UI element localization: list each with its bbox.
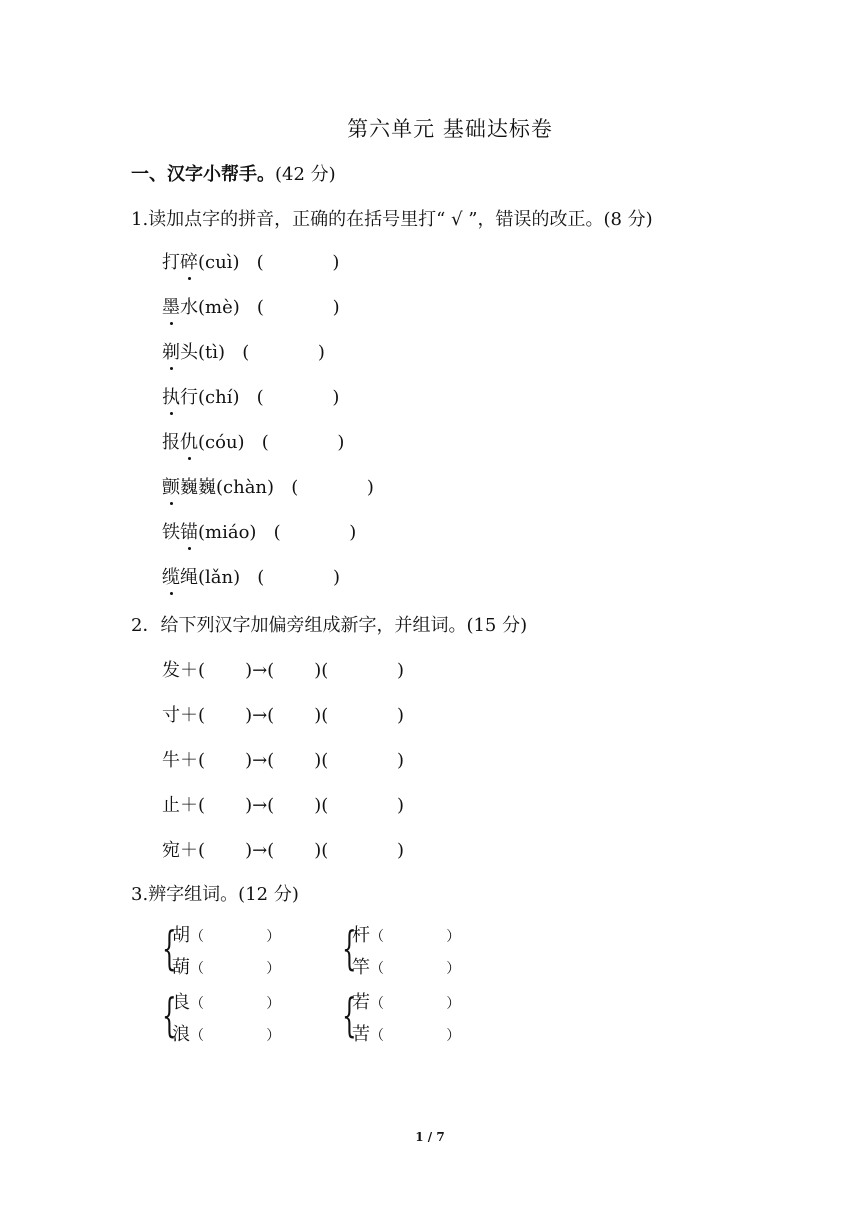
pinyin: (mè) [198, 297, 240, 318]
pair-char: 浪 [172, 1024, 190, 1045]
word-char: 打 [162, 252, 180, 273]
word [162, 567, 198, 588]
answer-blank[interactable]: ( ) [244, 432, 345, 453]
page-number: 1 / 7 [415, 1130, 445, 1144]
word-char: 铁 [162, 522, 180, 543]
answer-blank[interactable]: ( ) [239, 297, 340, 318]
word [162, 297, 198, 318]
question-1-prompt: 1.读加点字的拼音，正确的在括号里打“ √ ”，错误的改正。(8 分) [131, 209, 653, 230]
pinyin: (tì) [198, 342, 226, 363]
word-char: 头 [180, 342, 198, 363]
pair-char: 竿 [352, 957, 370, 978]
word [162, 477, 216, 498]
pair-char: 胡 [172, 925, 190, 946]
base-char: 宛 [162, 840, 180, 861]
pinyin-item [162, 338, 325, 364]
word-blank[interactable]: （ ） [370, 929, 461, 945]
word [162, 252, 198, 273]
word [162, 387, 198, 408]
section-label: 一、汉字小帮手。 [131, 164, 275, 185]
pinyin: (chí) [198, 387, 240, 408]
brace-icon: { [342, 921, 357, 975]
radical-item [162, 836, 404, 862]
dotted-char: 碎 [180, 248, 198, 274]
word-char: 绳 [180, 567, 198, 588]
answer-blank[interactable]: ( ) [240, 567, 341, 588]
pinyin: (cuì) [198, 252, 240, 273]
word [162, 522, 198, 543]
base-char: 寸 [162, 705, 180, 726]
base-char: 发 [162, 660, 180, 681]
answer-blank[interactable]: ( ) [274, 477, 374, 498]
pair-line [352, 953, 460, 979]
pair-line [172, 921, 280, 947]
pinyin: (miáo) [198, 522, 257, 543]
word [162, 432, 198, 453]
radical-blank[interactable]: ＋( )→( )( ) [180, 795, 404, 816]
word-char: 水 [180, 297, 198, 318]
word-blank[interactable]: （ ） [190, 961, 281, 977]
dotted-char: 锚 [180, 518, 198, 544]
radical-blank[interactable]: ＋( )→( )( ) [180, 660, 404, 681]
answer-blank[interactable]: ( ) [239, 252, 340, 273]
page-title: 第六单元 基础达标卷 [347, 117, 553, 141]
brace-icon: { [162, 988, 177, 1042]
word-blank[interactable]: （ ） [190, 929, 281, 945]
pair-char: 葫 [172, 957, 190, 978]
pinyin: (chàn) [216, 477, 275, 498]
pair-line [172, 988, 280, 1014]
radical-item [162, 701, 404, 727]
pair-char: 杆 [352, 925, 370, 946]
answer-blank[interactable]: ( ) [225, 342, 325, 363]
radical-item [162, 656, 404, 682]
word-char: 行 [180, 387, 198, 408]
pair-char: 良 [172, 992, 190, 1013]
question-3-prompt: 3.辨字组词。(12 分) [131, 884, 299, 905]
pinyin-item [162, 293, 340, 319]
dotted-char: 剃 [162, 338, 180, 364]
word-blank[interactable]: （ ） [370, 961, 461, 977]
answer-blank[interactable]: ( ) [256, 522, 357, 543]
pinyin-item [162, 383, 339, 409]
dotted-char: 执 [162, 383, 180, 409]
section-score: (42 分) [275, 164, 336, 185]
pair-char: 苦 [352, 1024, 370, 1045]
pair-line [352, 1020, 460, 1046]
pair-line [352, 988, 460, 1014]
base-char: 牛 [162, 750, 180, 771]
pinyin-item [162, 473, 374, 499]
word-blank[interactable]: （ ） [370, 996, 461, 1012]
answer-blank[interactable]: ( ) [239, 387, 340, 408]
pair-char: 若 [352, 992, 370, 1013]
dotted-char: 墨 [162, 293, 180, 319]
dotted-char: 缆 [162, 563, 180, 589]
base-char: 止 [162, 795, 180, 816]
pair-line [172, 953, 280, 979]
question-2-prompt: 2．给下列汉字加偏旁组成新字，并组词。(15 分) [131, 615, 528, 636]
pinyin-item [162, 563, 340, 589]
radical-blank[interactable]: ＋( )→( )( ) [180, 840, 404, 861]
pinyin: (cóu) [198, 432, 245, 453]
word [162, 342, 198, 363]
word-char: 报 [162, 432, 180, 453]
pinyin-item [162, 248, 339, 274]
radical-blank[interactable]: ＋( )→( )( ) [180, 750, 404, 771]
pair-line [172, 1020, 280, 1046]
radical-item [162, 746, 404, 772]
brace-icon: { [342, 988, 357, 1042]
radical-item [162, 791, 404, 817]
word-blank[interactable]: （ ） [190, 1028, 281, 1044]
pinyin-item [162, 518, 356, 544]
dotted-char: 颤 [162, 473, 180, 499]
word-blank[interactable]: （ ） [190, 996, 281, 1012]
section-heading [131, 160, 336, 186]
pinyin: (lǎn) [198, 567, 241, 588]
word-blank[interactable]: （ ） [370, 1028, 461, 1044]
pair-line [352, 921, 460, 947]
word-char: 巍巍 [180, 477, 216, 498]
dotted-char: 仇 [180, 428, 198, 454]
radical-blank[interactable]: ＋( )→( )( ) [180, 705, 404, 726]
pinyin-item [162, 428, 344, 454]
brace-icon: { [162, 921, 177, 975]
